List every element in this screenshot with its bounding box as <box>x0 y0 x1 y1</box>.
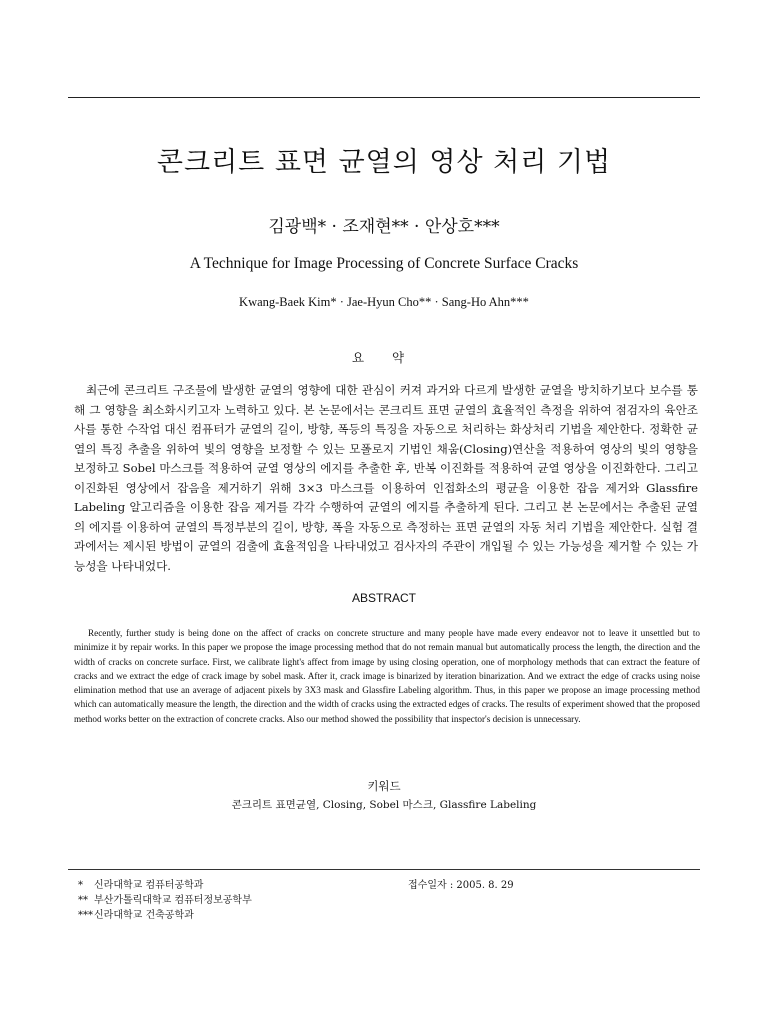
footnote-mark: ** <box>78 895 88 906</box>
received-date: 접수일자 : 2005. 8. 29 <box>408 880 514 891</box>
korean-abstract-heading: 요 약 <box>351 350 417 365</box>
authors-english: Kwang-Baek Kim* · Jae-Hyun Cho** · Sang-Ho Ahn*** <box>239 295 529 309</box>
footnote-text: 부산가톨릭대학교 컴퓨터정보공학부 <box>94 895 252 906</box>
footnote-mark: * <box>78 880 83 891</box>
footnote-item <box>78 908 252 923</box>
top-rule <box>68 97 700 98</box>
keywords-list: 콘크리트 표면균열, Closing, Sobel 마스크, Glassfire Labeling <box>231 799 537 811</box>
footnote-rule <box>68 869 700 870</box>
english-abstract-heading: ABSTRACT <box>351 591 416 605</box>
paper-title-english: A Technique for Image Processing of Concrete Surface Cracks <box>189 255 579 272</box>
footnote-text: 신라대학교 컴퓨터공학과 <box>94 880 204 891</box>
paper-title-korean: 콘크리트 표면 균열의 영상 처리 기법 <box>156 147 612 178</box>
affiliation-footnotes <box>78 878 252 923</box>
footnote-item <box>78 893 252 908</box>
keywords-heading: 키워드 <box>367 779 401 793</box>
authors-korean: 김광백* · 조재현** · 안상호*** <box>268 217 500 237</box>
footnote-item <box>78 878 252 893</box>
footnote-mark: *** <box>78 910 93 921</box>
english-abstract-body: Recently, further study is being done on the affect of cracks on concrete structure and many people have made every endeavor not to leave it unsettled but to minimize it by repair works. In this paper we propose the image processing method that do not remain manual but automatically process the length, the direction and the width of cracks on concrete surface. First, we calibrate light's affect from image by using closing operation, one of morphology methods that can extract the feature of cracks and we extract the edge of crack image by sobel mask. After it, crack image is binarized by iteration binarization. And we extract the edge of cracks using noise elimination method that use an average of adjacent pixels by 3X3 mask and Glassfire Labeling algorithm. Thus, in this paper we propose an image processing method which can automatically measure the length, the direction and the width of cracks using the extracted edges of cracks. The results of experiment showed that the proposed method works better on the extraction of concrete cracks. Also our method showed the possibility that inspector's decision is unnecessary. <box>74 628 700 724</box>
korean-abstract-body: 최근에 콘크리트 구조물에 발생한 균열의 영향에 대한 관심이 커져 과거와 다르게 발생한 균열을 방치하기보다 보수를 통해 그 영향을 최소화시키고자 노력하고 있다. 본 논문에서는 콘크리트 표면 균열의 효율적인 측정을 위하여 점검자의 육안조사를 통한 수작업 대신 컴퓨터가 균열의 길이, 방향, 폭등의 특징을 자동으로 처리하는 화상처리 기법을 제안한다. 정확한 균열의 특징 추출을 위하여 빛의 영향을 보정할 수 있는 모폴로지 기법인 채움(Closing)연산을 적용하여 영상의 빛의 영향을 보정하고 Sobel 마스크를 적용하여 균열 영상의 에지를 추출한 후, 반복 이진화를 적용하여 균열 영상을 이진화한다. 그리고 이진화된 영상에서 잡음을 제거하기 위해 3×3 마스크를 이용하여 인접화소의 평균을 이용한 잡음 제거와 Glassfire Labeling 알고리즘을 이용한 잡음 제거를 각각 수행하여 균열의 에지를 추출하게 된다. 그리고 본 논문에서는 추출된 균열의 에지를 이용하여 균열의 특정부분의 길이, 방향, 폭을 자동으로 측정하는 표면 균열의 자동 처리 기법을 제안한다. 실험 결과에서는 제시된 방법이 균열의 검출에 효율적임을 나타내었고 검사자의 주관이 개입될 수 있는 가능성을 제거할 수 있는 가능성을 나타내었다. <box>74 383 698 573</box>
footnote-text: 신라대학교 건축공학과 <box>94 910 194 921</box>
